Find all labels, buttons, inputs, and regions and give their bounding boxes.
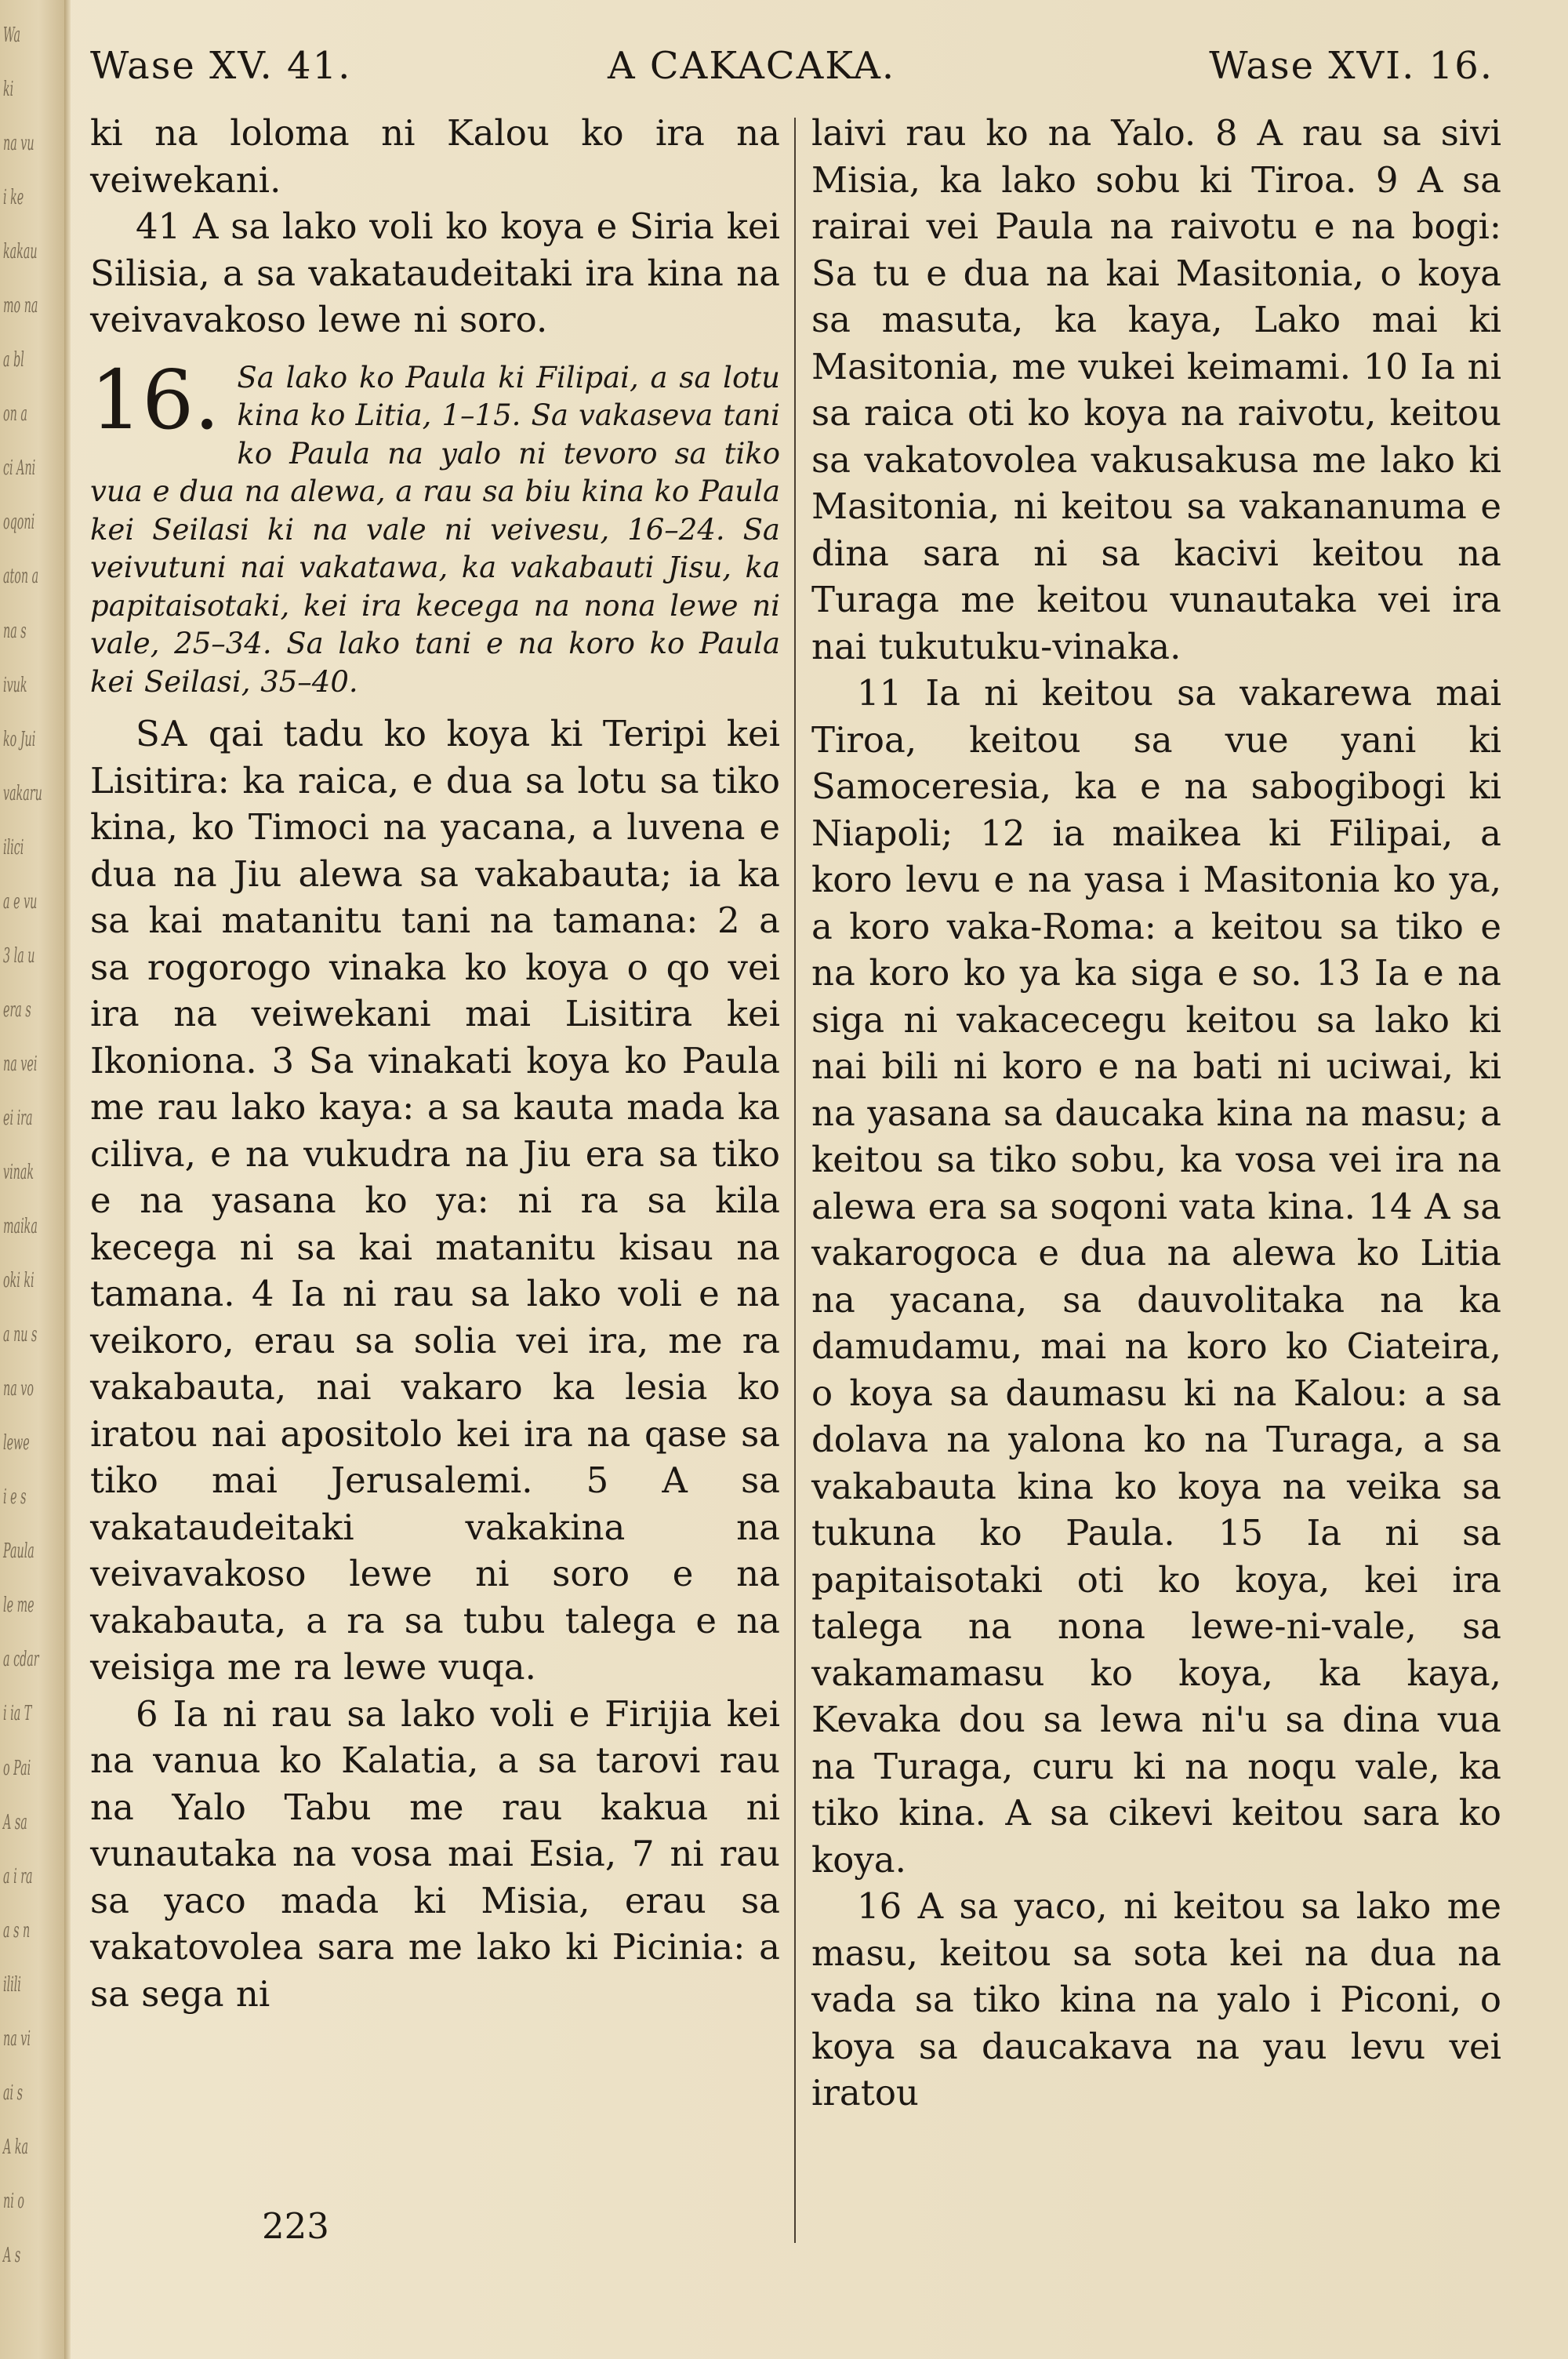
bleed-through-fragment: Wa [3,24,20,47]
bleed-through-fragment: 3 la u [3,943,35,968]
bleed-through-fragment: lewe [3,1431,30,1456]
bleed-through-fragment: a e vu [3,889,38,914]
bleed-through-fragment: ki [3,78,14,102]
paragraph: 11 Ia ni keitou sa vakarewa mai Tiroa, keitou sa vue yani ki Samoceresia, ka e na sabogibogi ki Niapoli; 12 ia maikea ki Filipai, a koro levu e na yasa i Masitonia ko ya, a koro vaka-Roma: a keitou sa tiko e na koro ko ya ka siga e so. 13 Ia e na siga ni vakacecegu keitou sa lako ki nai bili ni koro e na bati ni uciwai, ki na yasana sa daucaka kina na masu; a keitou sa tiko sobu, ka vosa vei ira na alewa era sa soqoni vata kina. 14 A sa vakarogoca e dua na alewa ko Litia na yacana, sa dauvolitaka na ka damudamu, mai na koro ko Ciateira, o koya sa daumasu ki na Kalou: a sa dolava na yalona ko na Turaga, a sa vakabauta kina ko koya na veika sa tukuna ko Paula. 15 Ia ni sa papitaisotaki oti ko koya, kei ira talega na nona lewe-ni-vale, sa vakamamasu ko koya, ka kaya, Kevaka dou sa lewa ni'u sa dina vua na Turaga, curu ki na noqu vale, ka tiko kina. A sa cikevi keitou sara ko koya. [811,672,1501,1881]
bleed-through-fragment: na vei [3,1052,38,1076]
column-divider [794,118,796,2243]
bleed-through-fragment: ilici [3,835,24,860]
previous-page-bleed [0,0,64,2359]
bleed-through-fragment: i ia T [3,1702,32,1726]
page-number: 223 [262,2205,329,2247]
bleed-through-fragment: ko Jui [3,727,36,751]
bleed-through-fragment: na vi [3,2026,31,2051]
paragraph [90,711,780,1691]
bleed-through-fragment: a s n [3,1918,31,1943]
running-head-left: Wase XV. 41. [90,44,352,88]
bleed-through-fragment: maika [3,1215,38,1239]
bleed-through-fragment: ni o [3,2189,24,2213]
bleed-through-fragment: kakau [3,240,38,264]
bleed-through-fragment: na vu [3,132,34,156]
running-head [90,44,1494,99]
bleed-through-fragment: i ke [3,186,24,210]
bleed-through-fragment: era s [3,998,31,1022]
paragraph: 41 A sa lako voli ko koya e Siria kei Silisia, a sa vakataudeitaki ira kina na veivavakoso lewe ni soro. [90,205,780,340]
paragraph: laivi rau ko na Yalo. 8 A rau sa sivi Misia, ka lako sobu ki Tiroa. 9 A sa rairai vei Paula na raivotu e na bogi: Sa tu e dua na kai Masitonia, o koya sa masuta, ka kaya, Lako mai ki Masitonia, me vukei keimami. 10 Ia ni sa raica oti ko koya na raivotu, keitou sa vakatovolea vakusakusa me lako ki Masitonia, ni keitou sa vakananuma e dina sara ni sa kacivi keitou na Turaga me keitou vunautaka vei ira nai tukutuku-vinaka. [811,112,1501,667]
bleed-through-fragment: mo na [3,294,38,318]
bleed-through-fragment: a i ra [3,1864,33,1888]
chapter-summary: Sa lako ko Paula ki Filipai, a sa lotu kina ko Litia, 1–15. Sa vakaseva tani ko Paula na yalo ni tevoro sa tiko vua e dua na alewa, a rau sa biu kina ko Paula kei Seilasi ki na vale ni veivesu, 16–24. Sa veivutuni nai vakatawa, ka vakabauti Jisu, ka papitaisotaki, kei ira kecega na nona lewe ni vale, 25–34. Sa lako tani e na koro ko Paula kei Seilasi, 35–40. [90,360,780,699]
bleed-through-fragment: na vo [3,1377,34,1401]
bleed-through-fragment: le me [3,1594,34,1618]
bleed-through-fragment: oki ki [3,1269,34,1293]
bleed-through-fragment: oqoni [3,511,35,535]
paragraph: ki na loloma ni Kalou ko ira na veiwekani. [90,112,780,201]
bleed-through-fragment: a bl [3,348,24,373]
chapter-number: 16. [90,351,220,448]
running-head-right: Wase XVI. 16. [1209,44,1494,88]
left-column [90,110,780,2017]
paragraph-text: qai tadu ko koya ki Teripi kei Lisitira: ka raica, e dua sa lotu sa tiko kina, ko Timoci na yacana, a luvena e dua na Jiu alewa sa vakabauta; ia ka sa kai matanitu tani na tamana: 2 a sa rogorogo vinaka ko koya o qo vei ira na veiwekani mai Lisitira kei Ikoniona. 3 Sa vinakati koya ko Paula me rau lako kaya: a sa kauta mada ka ciliva, e na vukudra na Jiu era sa tiko e na yasana ko ya: ni ra sa kila kecega ni sa kai matanitu kisau na tamana. 4 Ia ni rau sa lako voli e na veikoro, erau sa solia vei ira, me ra vakabauta, nai vakaro ka lesia ko iratou nai apositolo kei ira na qase sa tiko mai Jerusalemi. 5 A sa vakataudeitaki vakakina na veivavakoso lewe ni soro e na vakabauta, a ra sa tubu talega e na veisiga me ra lewe vuqa. [90,713,780,1688]
bleed-through-fragment: ci Ani [3,456,36,481]
bleed-through-fragment: on a [3,402,27,427]
bleed-through-fragment: A ka [3,2135,29,2159]
paragraph: 6 Ia ni rau sa lako voli e Firijia kei na vanua ko Kalatia, a sa tarovi rau na Yalo Tabu me rau kakua ni vunautaka na vosa mai Esia, 7 ni rau sa yaco mada ki Misia, erau sa vakatovolea sara me lako ki Picinia: a sa sega ni [90,1692,780,2015]
bleed-through-fragment: Paula [3,1539,34,1564]
bleed-through-fragment: vakaru [3,781,42,805]
paragraph: 16 A sa yaco, ni keitou sa lako me masu, keitou sa sota kei na dua na vada sa tiko kina na yalo i Piconi, o koya sa daucakava na yau levu vei iratou [811,1885,1501,2114]
bleed-through-fragment: ivuk [3,673,27,697]
running-head-title: A CAKACAKA. [608,44,896,88]
binding-gutter [64,0,71,2359]
bleed-through-fragment: ai s [3,2081,23,2105]
bleed-through-fragment: aton a [3,565,39,589]
bleed-through-fragment: i e s [3,1485,27,1510]
bleed-through-fragment: o Pai [3,1756,31,1780]
bleed-through-fragment: ei ira [3,1106,33,1130]
bleed-through-fragment: a nu s [3,1323,38,1347]
bleed-through-fragment: A s [3,2243,21,2267]
bleed-through-fragment: ilili [3,1972,21,1997]
bleed-through-fragment: A sa [3,1810,27,1834]
lead-capitals: SA [136,713,189,754]
bleed-through-fragment: na s [3,619,27,643]
bleed-through-fragment: vinak [3,1161,34,1184]
right-column [811,110,1501,2117]
bleed-through-fragment: a cdar [3,1648,39,1672]
chapter-summary-block [90,351,780,702]
